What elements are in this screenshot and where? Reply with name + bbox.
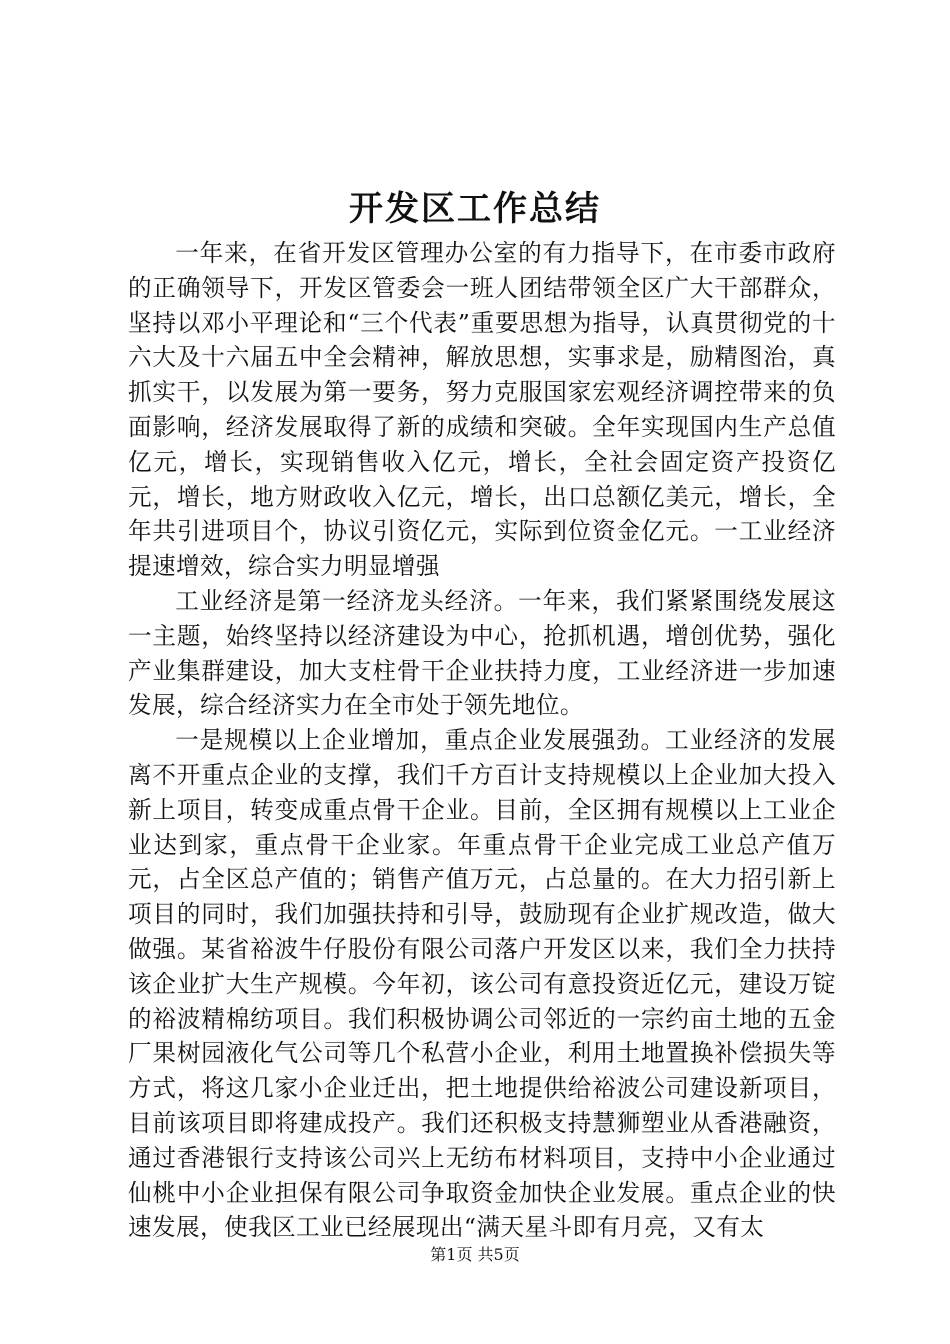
paragraph-1: 一年来，在省开发区管理办公室的有力指导下，在市委市政府的正确领导下，开发区管委会一班人团结带领全区广大干部群众，坚持以邓小平理论和“三个代表”重要思想为指导，认真贯彻党的十六大及十六届五中全会精神，解放思想，实事求是，励精图治，真抓实干，以发展为第一要务，努力克服国家宏观经济调控带来的负面影响，经济发展取得了新的成绩和突破。全年实现国内生产总值亿元，增长，实现销售收入亿元，增长，全社会固定资产投资亿元，增长，地方财政收入亿元，增长，出口总额亿美元，增长，全年共引进项目个，协议引资亿元，实际到位资金亿元。一工业经济提速增效，综合实力明显增强 [128,239,836,581]
document-title: 开发区工作总结 [349,189,601,229]
page-footer: 第1页 共5页 [430,1245,520,1264]
paragraph-3: 一是规模以上企业增加，重点企业发展强劲。工业经济的发展离不开重点企业的支撑，我们千方百计支持规模以上企业加大投入新上项目，转变成重点骨干企业。目前，全区拥有规模以上工业企业达到家，重点骨干企业家。年重点骨干企业完成工业总产值万元，占全区总产值的；销售产值万元，占总量的。在大力招引新上项目的同时，我们加强扶持和引导，鼓励现有企业扩规改造，做大做强。某省裕波牛仔股份有限公司落户开发区以来，我们全力扶持该企业扩大生产规模。今年初，该公司有意投资近亿元，建设万锭的裕波精棉纺项目。我们积极协调公司邻近的一宗约亩土地的五金厂果树园液化气公司等几个私营小企业，利用土地置换补偿损失等方式，将这几家小企业迁出，把土地提供给裕波公司建设新项目，目前该项目即将建成投产。我们还积极支持慧狮塑业从香港融资，通过香港银行支持该公司兴上无纺布材料项目，支持中小企业通过仙桃中小企业担保有限公司争取资金加快企业发展。重点企业的快速发展，使我区工业已经展现出“满天星斗即有月亮，又有太 [128,726,836,1242]
document-body [128,236,836,1245]
paragraph-2: 工业经济是第一经济龙头经济。一年来，我们紧紧围绕发展这一主题，始终坚持以经济建设为中心，抢抓机遇，增创优势，强化产业集群建设，加大支柱骨干企业扶持力度，工业经济进一步加速发展，综合经济实力在全市处于领先地位。 [128,586,836,720]
